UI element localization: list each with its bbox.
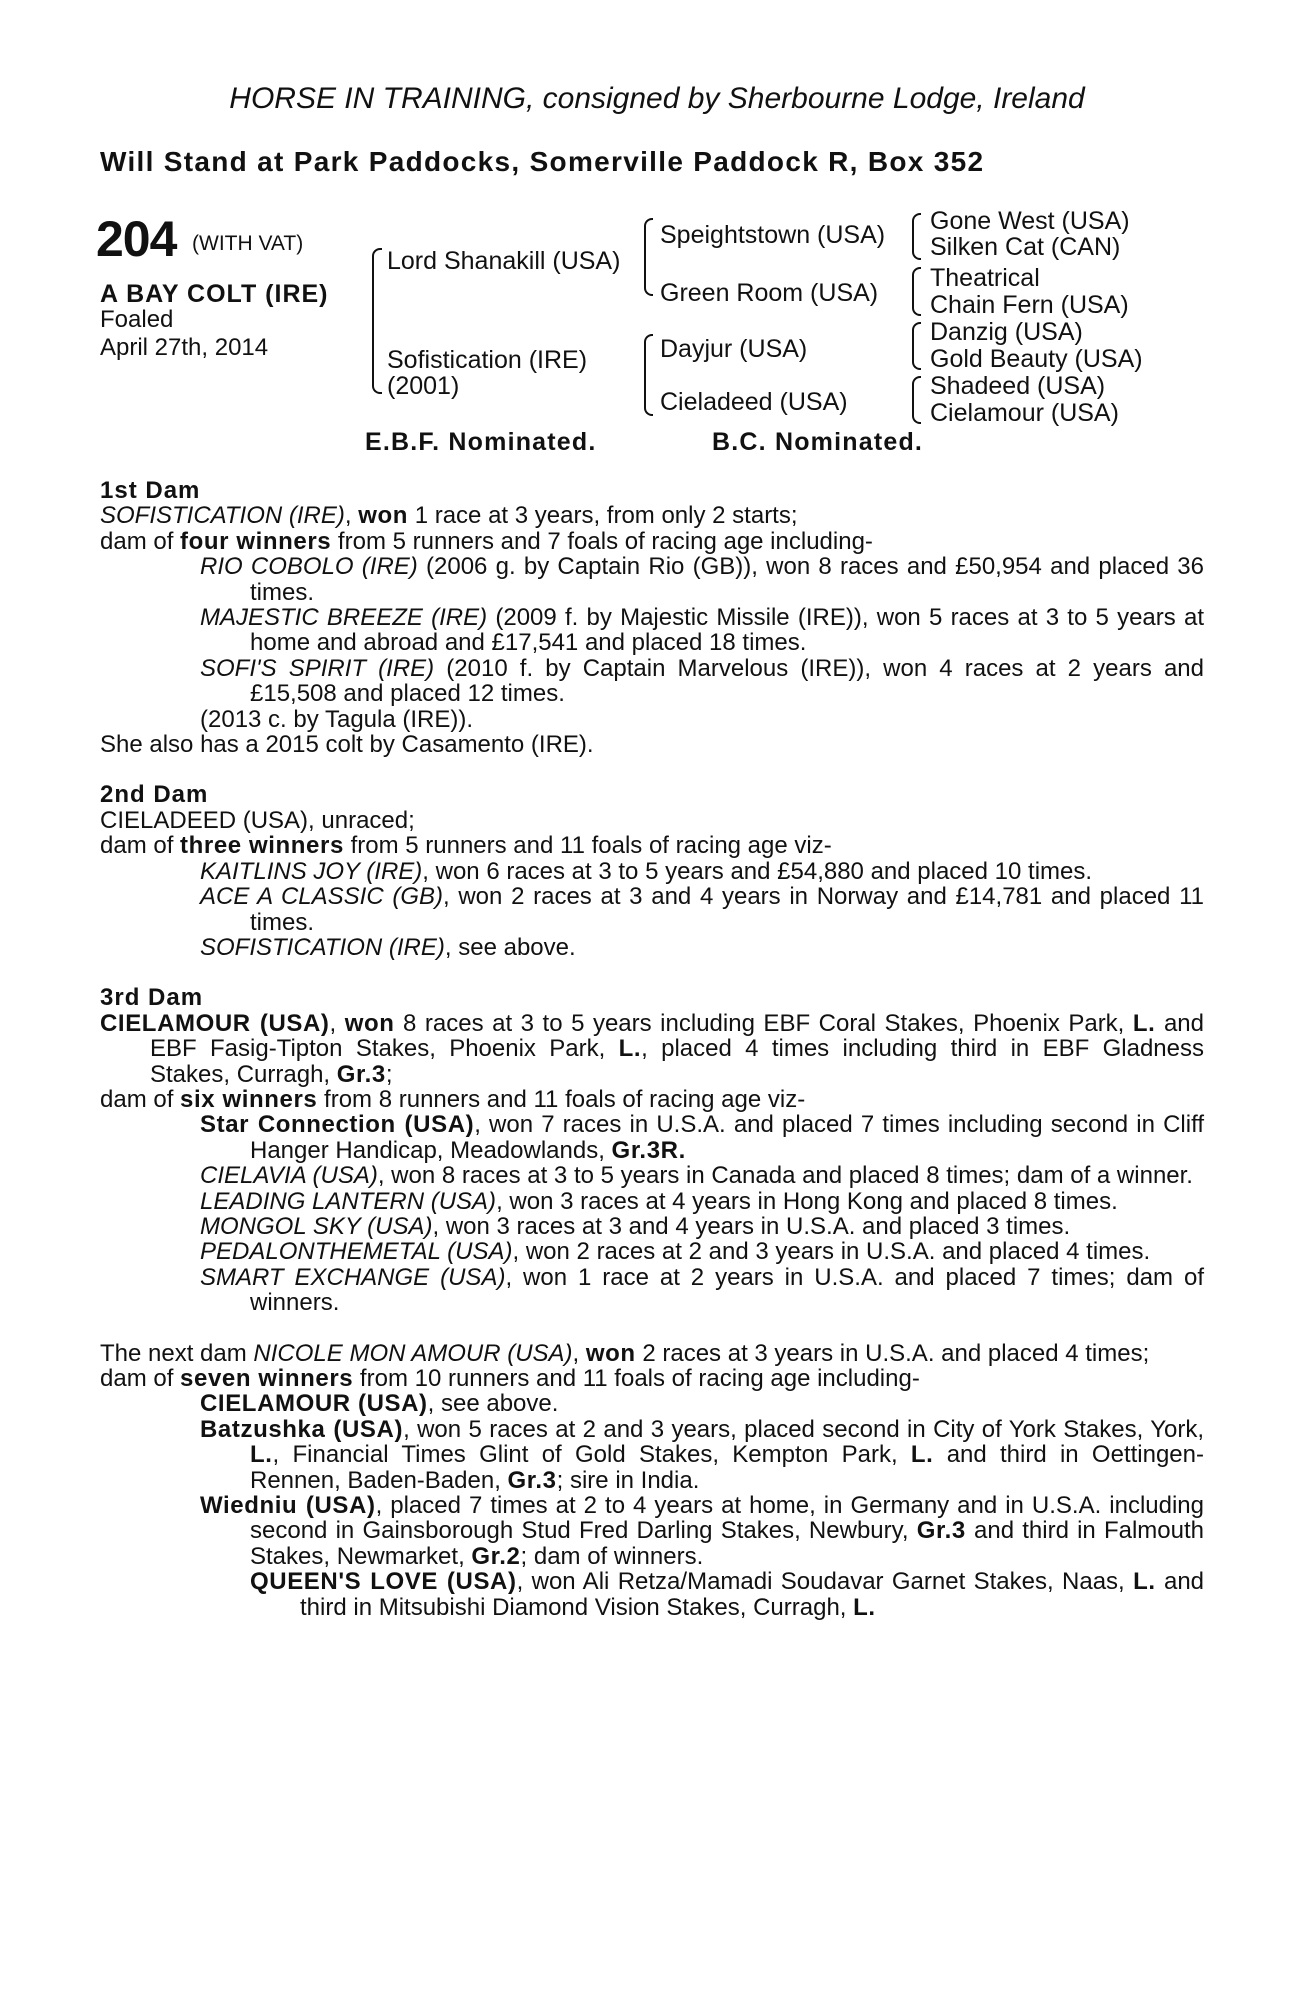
- stabling-location: Will Stand at Park Paddocks, Somerville Paddock R, Box 352: [100, 146, 985, 177]
- next-dam-offspring: Wiedniu (USA), placed 7 times at 2 to 4 years at home, in Germany and in U.S.A. including second in Gainsborough Stud Fred Darling Stakes, Newbury, Gr.3 and third in Falmouth Stakes, Newmarket, Gr.2; dam of winners.: [200, 1492, 1205, 1570]
- pedigree-gg-8: Cielamour (USA): [930, 399, 1119, 427]
- pedigree-dam-dam: Cieladeed (USA): [660, 388, 848, 416]
- first-dam-offspring: RIO COBOLO (IRE) (2006 g. by Captain Rio (GB)), won 8 races and £50,954 and placed 36 times.: [200, 553, 1204, 606]
- pedigree-dam-sire: Dayjur (USA): [660, 335, 808, 363]
- catalogue-body: [100, 478, 1204, 1620]
- pedigree-sire: Lord Shanakill (USA): [387, 247, 621, 275]
- ebf-nomination: E.B.F. Nominated.: [365, 428, 597, 456]
- pedigree-gg-2: Silken Cat (CAN): [930, 233, 1121, 261]
- second-dam-offspring: ACE A CLASSIC (GB), won 2 races at 3 and 4 years in Norway and £14,781 and placed 11 times.: [200, 883, 1204, 936]
- third-dam-record: CIELAMOUR (USA), won 8 races at 3 to 5 years including EBF Coral Stakes, Phoenix Park, L. and EBF Fasig-Tipton Stakes, Phoenix Park, L., placed 4 times including third in EBF Gladness Stakes, Curragh, Gr.3;: [100, 1009, 1204, 1088]
- second-dam-record: CIELADEED (USA), unraced;: [100, 806, 415, 834]
- foaled-date: April 27th, 2014: [100, 334, 269, 361]
- pedigree-brace-main: [372, 248, 382, 394]
- pedigree-sire-dam: Green Room (USA): [660, 279, 879, 307]
- catalogue-header: HORSE IN TRAINING, consigned by Sherbourne Lodge, Ireland: [229, 82, 1085, 115]
- first-dam-offspring: (2013 c. by Tagula (IRE)).: [200, 705, 474, 733]
- second-dam-offspring: KAITLINS JOY (IRE), won 6 races at 3 to 5 years and £54,880 and placed 10 times.: [200, 857, 1093, 885]
- vat-note: (WITH VAT): [192, 232, 304, 255]
- first-dam-record: SOFISTICATION (IRE), won 1 race at 3 years, from only 2 starts;: [100, 502, 798, 530]
- first-dam-note: She also has a 2015 colt by Casamento (IRE).: [100, 731, 594, 759]
- lot-number: 204: [96, 211, 177, 267]
- third-dam-offspring: PEDALONTHEMETAL (USA), won 2 races at 2 and 3 years in U.S.A. and placed 4 times.: [200, 1238, 1151, 1266]
- second-dam-produce: dam of three winners from 5 runners and 11 foals of racing age viz-: [100, 832, 832, 860]
- second-dam-title: 2nd Dam: [100, 781, 209, 809]
- pedigree-brace-gg1: [912, 213, 921, 260]
- next-dam-offspring: CIELAMOUR (USA), see above.: [200, 1390, 559, 1418]
- pedigree-gg-5: Danzig (USA): [930, 318, 1083, 346]
- pedigree-gg-3: Theatrical: [930, 264, 1040, 292]
- horse-description: A BAY COLT (IRE): [100, 280, 329, 308]
- first-dam-offspring: MAJESTIC BREEZE (IRE) (2009 f. by Majestic Missile (IRE)), won 5 races at 3 to 5 years at home and abroad and £17,541 and placed 18 times.: [200, 604, 1204, 657]
- next-dam-offspring: Batzushka (USA), won 5 races at 2 and 3 years, placed second in City of York Stakes, York, L., Financial Times Glint of Gold Stakes, Kempton Park, L. and third in Oettingen-Rennen, Baden-Baden, Gr.3; sire in India.: [200, 1415, 1205, 1494]
- first-dam-title: 1st Dam: [100, 477, 201, 504]
- third-dam-offspring: Star Connection (USA), won 7 races in U.S.A. and placed 7 times including second in Cliff Hanger Handicap, Meadowlands, Gr.3R.: [200, 1111, 1204, 1164]
- pedigree-dam-year: (2001): [387, 372, 460, 400]
- third-dam-title: 3rd Dam: [100, 984, 204, 1012]
- next-dam-produce: dam of seven winners from 10 runners and 11 foals of racing age including-: [100, 1365, 920, 1392]
- third-dam-offspring: MONGOL SKY (USA), won 3 races at 3 and 4 years in U.S.A. and placed 3 times.: [200, 1212, 1071, 1240]
- pedigree-dam: Sofistication (IRE): [387, 346, 588, 374]
- pedigree-sire-sire: Speightstown (USA): [660, 221, 886, 249]
- pedigree-brace-sire: [644, 218, 653, 296]
- pedigree-gg-4: Chain Fern (USA): [930, 291, 1129, 319]
- second-dam-offspring: SOFISTICATION (IRE), see above.: [200, 933, 576, 961]
- pedigree-brace-gg4: [912, 376, 921, 424]
- third-dam-produce: dam of six winners from 8 runners and 11 foals of racing age viz-: [100, 1085, 806, 1113]
- pedigree-brace-gg2: [912, 267, 921, 316]
- pedigree-gg-7: Shadeed (USA): [930, 372, 1106, 400]
- third-dam-offspring: SMART EXCHANGE (USA), won 1 race at 2 years in U.S.A. and placed 7 times; dam of winners.: [200, 1263, 1204, 1317]
- foaled-label: Foaled: [100, 306, 174, 333]
- first-dam-offspring: SOFI'S SPIRIT (IRE) (2010 f. by Captain Marvelous (IRE)), won 4 races at 2 years and £15,508 and placed 12 times.: [200, 654, 1204, 708]
- pedigree-gg-1: Gone West (USA): [930, 207, 1130, 235]
- pedigree-brace-dam: [644, 334, 653, 416]
- next-dam-record: The next dam NICOLE MON AMOUR (USA), won 2 races at 3 years in U.S.A. and placed 4 times;: [100, 1339, 1150, 1367]
- third-dam-offspring: LEADING LANTERN (USA), won 3 races at 4 years in Hong Kong and placed 8 times.: [200, 1187, 1118, 1215]
- third-dam-offspring: CIELAVIA (USA), won 8 races at 3 to 5 years in Canada and placed 8 times; dam of a winner.: [200, 1162, 1193, 1190]
- bc-nomination: B.C. Nominated.: [712, 428, 924, 456]
- pedigree-brace-gg3: [912, 322, 921, 370]
- next-dam-grand-offspring: QUEEN'S LOVE (USA), won Ali Retza/Mamadi Soudavar Garnet Stakes, Naas, L. and third in Mitsubishi Diamond Vision Stakes, Curragh, L.: [250, 1568, 1205, 1621]
- first-dam-produce: dam of four winners from 5 runners and 7 foals of racing age including-: [100, 527, 873, 555]
- pedigree-gg-6: Gold Beauty (USA): [930, 345, 1143, 373]
